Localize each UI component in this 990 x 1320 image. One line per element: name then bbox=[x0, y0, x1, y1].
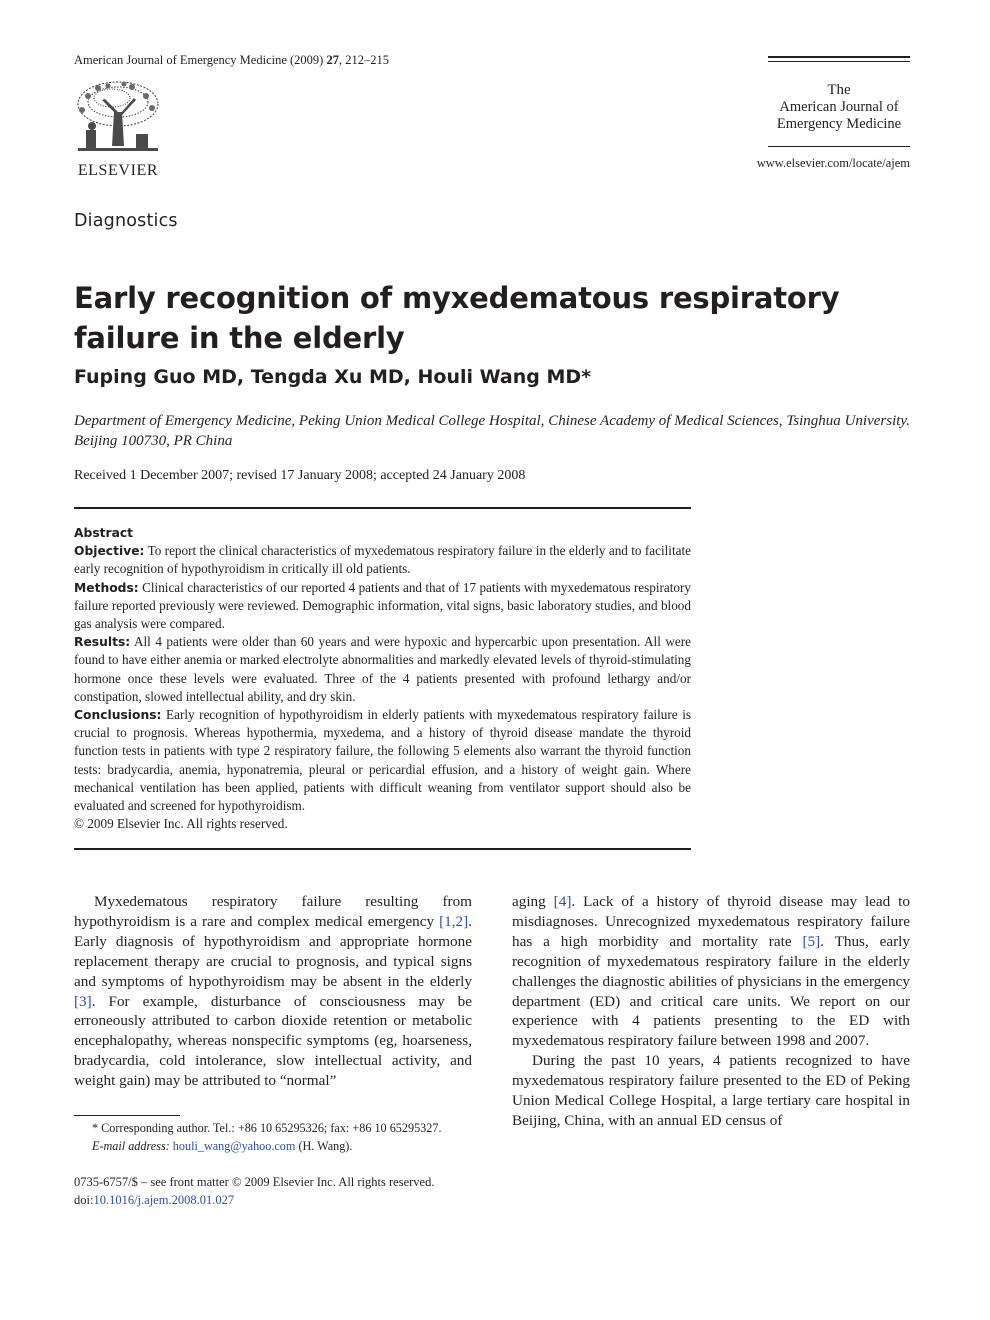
abstract-results-label: Results: bbox=[74, 635, 131, 650]
section-label: Diagnostics bbox=[74, 211, 178, 231]
journal-name-line: The bbox=[827, 82, 851, 98]
reference-link[interactable]: [5] bbox=[802, 932, 821, 950]
abstract bbox=[74, 524, 691, 833]
body-column-right bbox=[512, 892, 910, 1131]
affiliation: Department of Emergency Medicine, Peking Union Medical College Hospital, Chinese Academy of Medical Sciences, Tsinghua University. Beijing 100730, PR China bbox=[74, 413, 910, 449]
publisher-logo bbox=[72, 78, 164, 180]
abstract-results bbox=[74, 633, 691, 706]
journal-name-line: Emergency Medicine bbox=[776, 116, 902, 132]
body-paragraph bbox=[74, 892, 472, 1091]
abstract-objective-label: Objective: bbox=[74, 544, 145, 559]
abstract-conclusions-text: Early recognition of hypothyroidism in elderly patients with myxedematous respiratory failure is crucial to prognosis. Whereas hypothermia, myxedema, and a history of thyroid disease mandate the thyroid function tests in patients with type 2 respiratory failure, the following 5 elements also warrant the thyroid function tests: bradycardia, anemia, hyponatremia, pleural or pericardial effusion, and a history of weight gain. Where mechanical ventilation has been applied, patients with difficult weaning from ventilator support should also be evaluated and screened for hypothyroidism. bbox=[74, 707, 691, 814]
journal-citation bbox=[74, 53, 389, 68]
footnote-contact: Corresponding author. Tel.: +86 10 65295326; fax: +86 10 65295327. bbox=[98, 1121, 442, 1135]
doi-link[interactable]: 10.1016/j.ajem.2008.01.027 bbox=[93, 1193, 235, 1207]
body-text: . Early diagnosis of hypothyroidism and appropriate hormone replacement therapy are crucial to prognosis, and typical signs and symptoms of hypothyroidism may be absent in the elderly bbox=[74, 912, 472, 990]
journal-name-line: American Journal of bbox=[779, 99, 899, 115]
elsevier-tree-logo-icon bbox=[72, 78, 164, 160]
reference-link[interactable]: [1,2] bbox=[439, 912, 469, 930]
footnote-marker: * bbox=[92, 1121, 99, 1135]
body-paragraph bbox=[512, 892, 910, 1051]
abstract-methods bbox=[74, 579, 691, 634]
body-text: . Lack of a history of thyroid disease may lead to misdiagnoses. Unrecognized myxedematous respiratory failure has a high morbidity and mortality rate bbox=[512, 893, 910, 950]
abstract-top-rule bbox=[74, 507, 691, 509]
email-link[interactable]: houli_wang@yahoo.com bbox=[172, 1138, 296, 1153]
body-paragraph: During the past 10 years, 4 patients recognized to have myxedematous respiratory failure presented to the ED of Peking Union Medical College Hospital, a large tertiary care hospital in Beijing, China, with an annual ED census of bbox=[512, 1052, 910, 1129]
body-text: aging bbox=[512, 893, 554, 910]
abstract-bottom-rule bbox=[74, 848, 691, 850]
email-suffix: (H. Wang). bbox=[295, 1138, 353, 1153]
abstract-objective bbox=[74, 542, 691, 578]
abstract-copyright: © 2009 Elsevier Inc. All rights reserved. bbox=[74, 816, 288, 832]
publisher-name: ELSEVIER bbox=[77, 162, 159, 179]
abstract-results-text: All 4 patients were older than 60 years and were hypoxic and hypercarbic upon presentation. All were found to have either anemia or marked electrolyte abnormalities and markedly elevated levels of thyroid-stimulating hormone once these levels were evaluated. Three of the 4 patients presented with profound lethargy and/or constipation, slowed intellectual ability, and dry skin. bbox=[74, 634, 691, 704]
abstract-heading: Abstract bbox=[74, 526, 134, 540]
journal-box-rule-top bbox=[768, 56, 910, 62]
corresponding-author-footnote bbox=[74, 1120, 472, 1155]
issn-line: 0735-6757/$ – see front matter © 2009 Elsevier Inc. All rights reserved. bbox=[74, 1175, 435, 1189]
email-label: E-mail address: bbox=[92, 1138, 170, 1153]
body-text: . Thus, early recognition of myxedematous respiratory failure in the elderly challenges the diagnostic abilities of physicians in the emergency department (ED) and critical care units. We report on our experience with 4 patients presenting to the ED with myxedematous respiratory failure between 1998 and 2007. bbox=[512, 932, 910, 1050]
journal-url[interactable]: www.elsevier.com/locate/ajem bbox=[756, 156, 910, 170]
author-list: Fuping Guo MD, Tengda Xu MD, Houli Wang MD* bbox=[74, 366, 592, 388]
received-dates: Received 1 December 2007; revised 17 January 2008; accepted 24 January 2008 bbox=[74, 468, 526, 483]
doi-label: doi: bbox=[74, 1193, 94, 1207]
abstract-objective-text: To report the clinical characteristics of myxedematous respiratory failure in the elderly and to facilitate early recognition of hypothyroidism in critically ill old patients. bbox=[74, 543, 691, 577]
journal-title-box bbox=[768, 56, 910, 147]
front-matter bbox=[74, 1173, 434, 1209]
abstract-methods-label: Methods: bbox=[74, 580, 139, 595]
citation-volume: 27 bbox=[326, 53, 339, 67]
body-text: . For example, disturbance of consciousness may be erroneously attributed to carbon dioxide retention or metabolic encephalopathy, whereas nonspecific symptoms (eg, hoarseness, bradycardia, cold intolerance, slow intellectual activity, and weight gain) may be attributed to “normal” bbox=[74, 992, 472, 1090]
footnote-separator bbox=[74, 1115, 180, 1116]
abstract-methods-text: Clinical characteristics of our reported 4 patients and that of 17 patients with myxedematous respiratory failure reported previously were reviewed. Demographic information, vital signs, basic laboratory studies, and blood gas analysis were compared. bbox=[74, 579, 691, 632]
abstract-conclusions bbox=[74, 706, 691, 815]
reference-link[interactable]: [3] bbox=[74, 992, 92, 1010]
article-title: Early recognition of myxedematous respiratory failure in the elderly bbox=[74, 281, 840, 355]
citation-journal: American Journal of Emergency Medicine (2009) bbox=[74, 53, 324, 67]
body-column-left bbox=[74, 892, 472, 1091]
journal-name bbox=[768, 82, 910, 133]
reference-link[interactable]: [4] bbox=[553, 893, 572, 910]
journal-box-rule-bottom bbox=[768, 146, 910, 147]
citation-pages: , 212–215 bbox=[338, 53, 389, 67]
body-text: Myxedematous respiratory failure resulting from hypothyroidism is a rare and complex medical emergency bbox=[74, 893, 472, 930]
abstract-conclusions-label: Conclusions: bbox=[74, 708, 162, 723]
